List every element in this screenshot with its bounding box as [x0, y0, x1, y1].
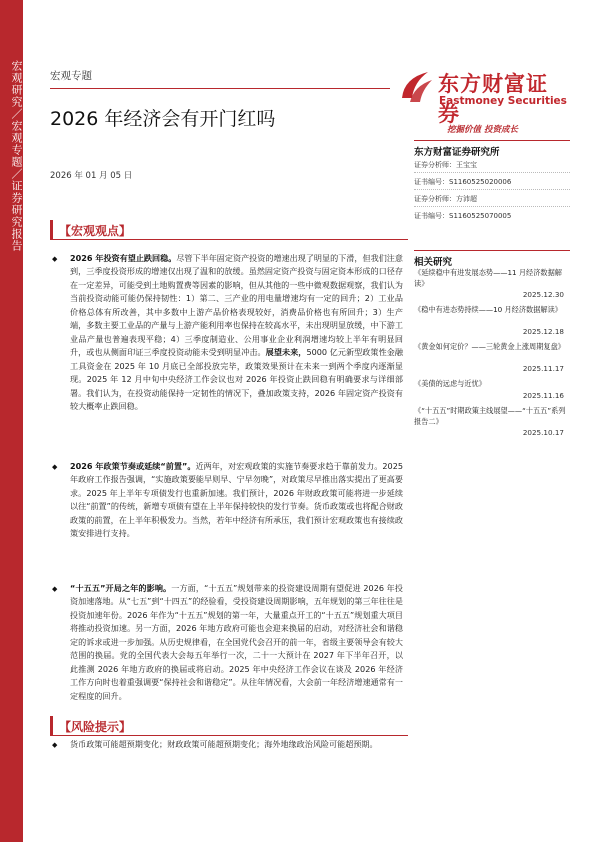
- report-date: 2026 年 01 月 05 日: [50, 171, 133, 181]
- body-text: 尽管下半年固定资产投资的增速出现了明显的下滑，但我们注意到，三季度投资形成的增速仅出现了温和的放缓。虽然固定资产投资与固定资本形成的口径存在一定差异，可能受到土地购置费等因素的影响，但从其他的一些中微观数据观察，我们认为当前投资动能可能仍保持韧性：1）第二、三产业的用电量增速均有一定的回升；2）工业品价格总体有所改善，其中多数中上游产品价格表现较好，消费品价格也有所回升；3）生产端，多数主要工业品的产量与上游产能利用率也保持在较高水平，未出现明显放缓，中下游工业品产量也普遍表现平稳；4）三季度制造业、公用事业企业利润增速均较上半年有明显回升，或也从侧面印证三季度投资动能未受到明显冲击。: [70, 253, 403, 358]
- logo-en: Eastmoney Securities: [439, 95, 567, 107]
- view-paragraph-3: [70, 582, 403, 703]
- related-item-date: 2025.11.17: [522, 364, 564, 373]
- company-logo: [398, 64, 568, 126]
- bullet-icon: ◆: [52, 255, 58, 263]
- related-item-date: 2025.11.16: [522, 391, 564, 400]
- view-paragraph-1: [70, 252, 403, 413]
- related-item[interactable]: 《稳中有进态势持续——10 月经济数据解读》: [414, 305, 562, 314]
- analyst-2-name: 证券分析师：方沛超: [414, 195, 477, 203]
- logo-cn: 东方财富证券: [438, 72, 548, 126]
- bullet-icon: ◆: [52, 585, 58, 593]
- slogan: 挖掘价值 投资成长: [447, 125, 518, 135]
- related-item-date: 2025.10.17: [522, 428, 564, 437]
- views-heading: 【宏观观点】: [59, 224, 132, 238]
- lead-text: 2026 年政策节奏或延续“前置”。: [70, 461, 196, 471]
- related-item-date: 2025.12.18: [522, 327, 564, 336]
- lead-text: 2026 年投资有望止跌回稳。: [70, 253, 177, 263]
- analyst-1-name: 证券分析师：王宝宝: [414, 161, 477, 169]
- risk-paragraph: 货币政策可能超预期变化；财政政策可能超预期变化；海外地缘政治风险可能超预期。: [70, 739, 378, 749]
- analyst-2-cert: 证书编号：S1160525070005: [414, 212, 512, 220]
- body-text: 5000 亿元新型政策性金融工具资金在 2025 年 10 月底已全部投放完毕，政策效果预计在未来一到两个季度内逐渐显现。2025 年 12 月中旬中央经济工作会议也对 2026 年投资止跌回稳有明确要求与详细部署。我们认为，在投资动能保持一定韧性的情况下，叠加政策支持，2026 年固定资产投资有较大概率止跌回稳。: [70, 347, 403, 411]
- body-text: 近两年，对宏观政策的实施节奏要求趋于靠前发力。2025 年政府工作报告强调，“实施政策要能早则早、宁早勿晚”，对政策尽早推出落实提出了更高要求。2025 年上半年专项债发行也重新加速。我们预计，2026 年财政政策可能将进一步延续以往“前置”的传统，新增专项债有望在上半年保持较快的发行节奏。货币政策或也将配合财政政策的前置，在上半年积极发力。当然，若年中经济有所承压，我们预计宏观政策也有接续政策安排进行支持。: [70, 461, 403, 539]
- related-item-date: 2025.12.30: [522, 290, 564, 299]
- bullet-icon: ◆: [52, 463, 58, 471]
- view-paragraph-2: [70, 460, 403, 541]
- related-item[interactable]: 《“十五五”时期政策主线展望——“十五五”系列报告二》: [414, 406, 566, 426]
- divider: [414, 189, 570, 190]
- related-research-title: 相关研究: [414, 250, 570, 268]
- related-item[interactable]: 《延续稳中有进发展态势——11 月经济数据解读》: [414, 268, 562, 288]
- related-item[interactable]: 《美债的远虑与近忧》: [414, 379, 486, 388]
- lead-text: 展望未来，: [265, 347, 307, 358]
- report-category-vertical: 宏观研究／宏观专题／证券研究报告: [10, 60, 23, 252]
- lead-text: “十五五”开局之年的影响。: [70, 583, 172, 593]
- risk-section-header: [50, 716, 408, 736]
- analyst-1-cert: 证书编号：S1160525020006: [414, 178, 512, 186]
- body-text: 一方面，“十五五”规划带来的投资建设周期有望促进 2026 年投资加速落地。从“七五”到“十四五”的经验看，受投资建设周期影响，五年规划的第三年往往是投资加速年份。2026 年作为“十五五”规划的第一年，大量重点开工的“十五五”规划重大项目将推动投资加速。另一方面，2026 年地方政府可能也会迎来换届的启动，对经济社会和谐稳定的诉求或进一步加强。从历史规律看，在全国党代会召开的前一年，省级主要领导会有较大范围的换届。党的全国代表大会每五年举行一次，二十一大预计在 2027 年下半年召开，以此推测 2026 年地方政府的换届或将启动。2025 年中央经济工作会议在谈及 2026 年经济工作方向时也着重强调要“保持社会和谐稳定”。从往年情况看，大会前一年经济增速通常有一定程度的回升。: [70, 583, 403, 701]
- views-section-header: [50, 220, 408, 240]
- divider: [414, 172, 570, 173]
- divider: [414, 206, 570, 207]
- risk-heading: 【风险提示】: [59, 720, 132, 734]
- related-item[interactable]: 《黄金如何定价？——三轮黄金上涨周期复盘》: [414, 342, 565, 351]
- report-type: 宏观专题: [50, 70, 92, 82]
- page-title: 2026 年经济会有开门红吗: [50, 108, 276, 130]
- institute-name: 东方财富证券研究所: [414, 140, 570, 158]
- eastmoney-logo-icon: [398, 68, 436, 106]
- bullet-icon: ◆: [52, 741, 58, 749]
- header-divider: [50, 88, 390, 89]
